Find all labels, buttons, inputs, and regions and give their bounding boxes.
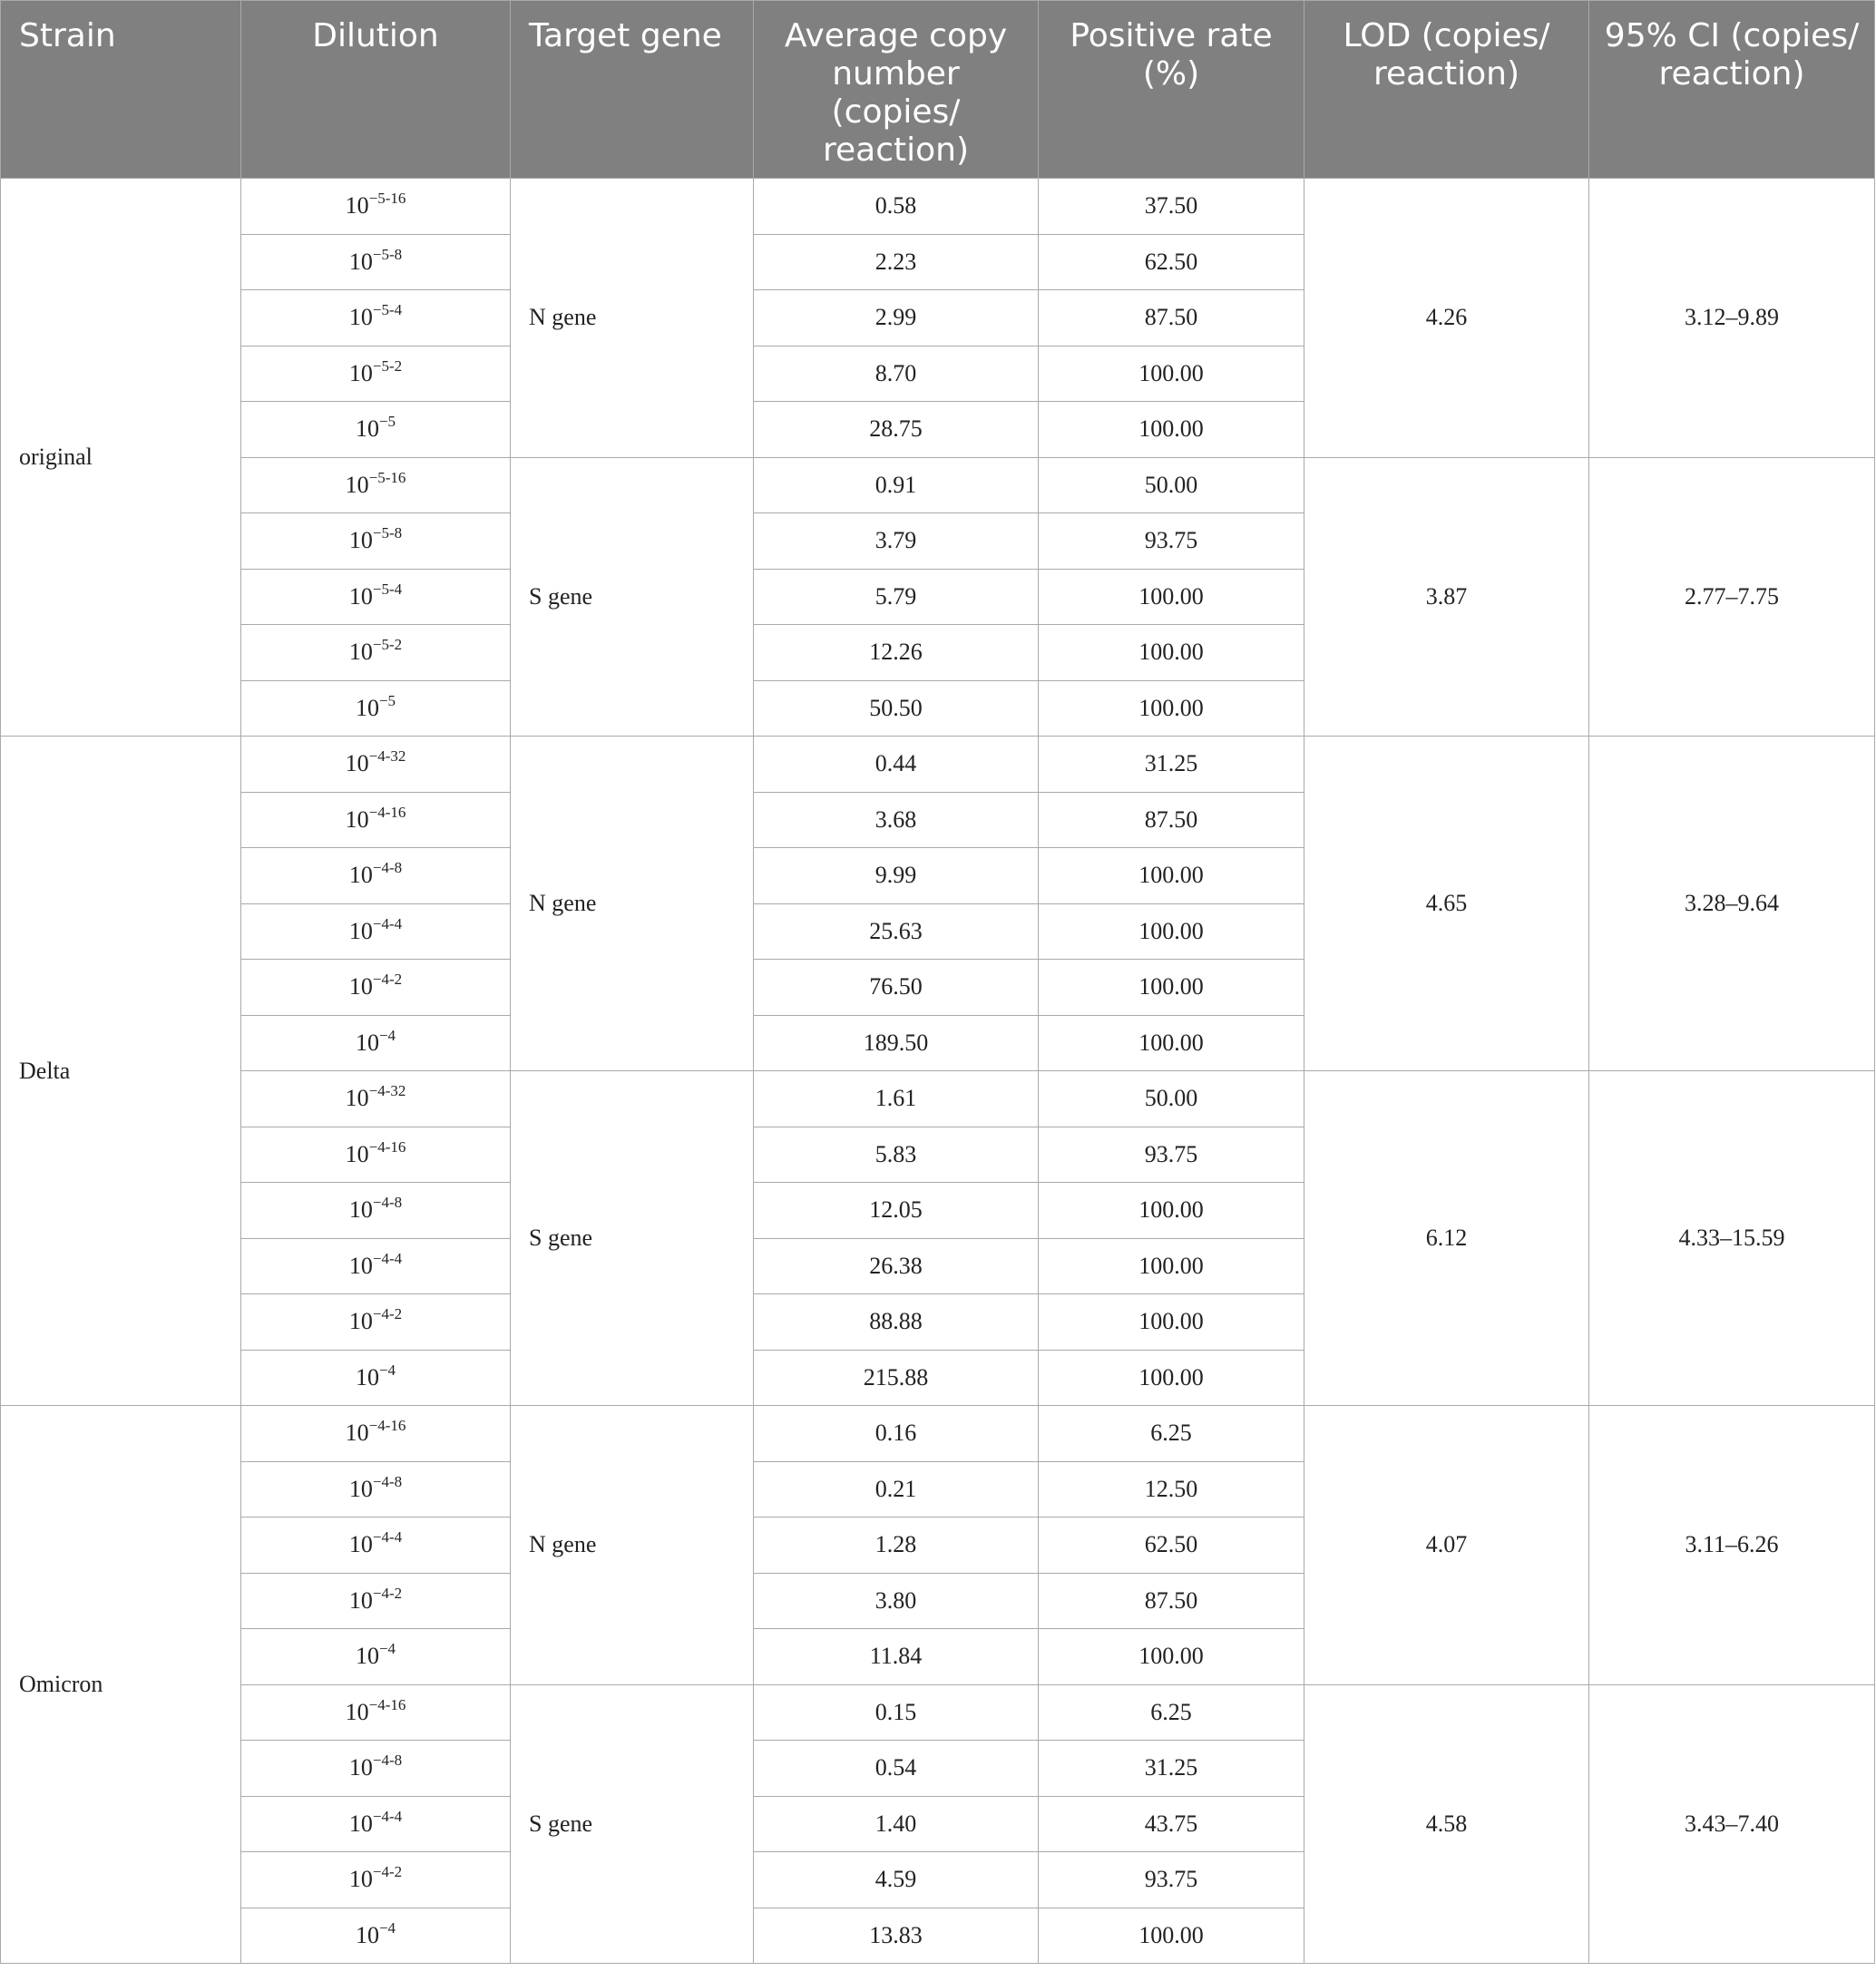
dilution-exponent: −4-4	[372, 914, 403, 932]
ci-cell: 3.12–9.89	[1589, 179, 1875, 458]
average-copy-cell: 0.44	[754, 737, 1039, 793]
dilution-cell	[241, 457, 511, 513]
dilution-exponent: −5-16	[368, 468, 406, 486]
strain-cell: Delta	[1, 737, 241, 1406]
dilution-cell	[241, 1908, 511, 1964]
dilution-base: 10	[348, 1196, 373, 1224]
strain-cell: Omicron	[1, 1406, 241, 1964]
average-copy-cell: 0.15	[754, 1684, 1039, 1741]
dilution-cell	[241, 569, 511, 625]
dilution-base: 10	[355, 1643, 379, 1670]
positive-rate-cell: 50.00	[1039, 1071, 1304, 1127]
dilution-exponent: −4	[378, 1026, 396, 1044]
average-copy-cell: 12.26	[754, 625, 1039, 681]
positive-rate-cell: 100.00	[1039, 1183, 1304, 1239]
dilution-exponent: −4-8	[372, 1194, 403, 1212]
positive-rate-cell: 100.00	[1039, 1294, 1304, 1351]
dilution-base: 10	[348, 973, 373, 1000]
positive-rate-cell: 100.00	[1039, 625, 1304, 681]
dilution-base: 10	[348, 1475, 373, 1502]
table-row	[1, 457, 1875, 513]
table-row	[1, 1071, 1875, 1127]
dilution-exponent: −4-4	[372, 1807, 403, 1825]
average-copy-cell: 1.28	[754, 1517, 1039, 1574]
header-target-gene: Target gene	[511, 1, 754, 179]
dilution-exponent: −5-4	[372, 301, 403, 319]
dilution-base: 10	[348, 1754, 373, 1781]
average-copy-cell: 88.88	[754, 1294, 1039, 1351]
dilution-base: 10	[348, 917, 373, 944]
average-copy-cell: 11.84	[754, 1629, 1039, 1685]
dilution-cell	[241, 513, 511, 570]
table-header	[1, 1, 1875, 179]
average-copy-cell: 1.61	[754, 1071, 1039, 1127]
dilution-exponent: −4-16	[368, 1695, 406, 1713]
dilution-exponent: −4	[378, 1361, 396, 1379]
lod-cell: 4.58	[1304, 1684, 1589, 1964]
average-copy-cell: 0.54	[754, 1741, 1039, 1797]
positive-rate-cell: 100.00	[1039, 569, 1304, 625]
dilution-exponent: −5	[378, 413, 396, 431]
positive-rate-cell: 100.00	[1039, 1350, 1304, 1406]
table-body	[1, 179, 1875, 1964]
dilution-exponent: −4-16	[368, 1137, 406, 1156]
dilution-cell	[241, 1015, 511, 1071]
positive-rate-cell: 100.00	[1039, 1629, 1304, 1685]
positive-rate-cell: 100.00	[1039, 960, 1304, 1016]
dilution-exponent: −4-8	[372, 1472, 403, 1490]
header-lod: LOD (copies/ reaction)	[1304, 1, 1589, 179]
lod-cell: 4.26	[1304, 179, 1589, 458]
dilution-base: 10	[348, 1586, 373, 1614]
positive-rate-cell: 62.50	[1039, 234, 1304, 290]
dilution-cell	[241, 1238, 511, 1294]
average-copy-cell: 4.59	[754, 1852, 1039, 1908]
dilution-exponent: −4-2	[372, 971, 403, 989]
dilution-exponent: −5-2	[372, 636, 403, 654]
dilution-cell	[241, 680, 511, 737]
positive-rate-cell: 100.00	[1039, 1015, 1304, 1071]
average-copy-cell: 2.23	[754, 234, 1039, 290]
table-row	[1, 1684, 1875, 1741]
table-row	[1, 1406, 1875, 1462]
dilution-base: 10	[345, 805, 369, 833]
positive-rate-cell: 100.00	[1039, 848, 1304, 904]
average-copy-cell: 5.79	[754, 569, 1039, 625]
dilution-exponent: −5-2	[372, 356, 403, 375]
dilution-cell	[241, 1573, 511, 1629]
average-copy-cell: 13.83	[754, 1908, 1039, 1964]
dilution-cell	[241, 1071, 511, 1127]
average-copy-cell: 3.80	[754, 1573, 1039, 1629]
dilution-base: 10	[345, 471, 369, 498]
target-gene-cell: S gene	[511, 1684, 754, 1964]
lod-cell: 4.07	[1304, 1406, 1589, 1685]
dilution-cell	[241, 1796, 511, 1852]
dilution-base: 10	[355, 694, 379, 721]
dilution-cell	[241, 1741, 511, 1797]
positive-rate-cell: 87.50	[1039, 290, 1304, 346]
dilution-base: 10	[348, 1308, 373, 1335]
average-copy-cell: 26.38	[754, 1238, 1039, 1294]
dilution-base: 10	[345, 1085, 369, 1112]
header-dilution: Dilution	[241, 1, 511, 179]
dilution-exponent: −5-16	[368, 190, 406, 208]
dilution-exponent: −4	[378, 1918, 396, 1937]
dilution-base: 10	[345, 1698, 369, 1725]
average-copy-cell: 28.75	[754, 402, 1039, 458]
ci-cell: 3.28–9.64	[1589, 737, 1875, 1071]
average-copy-cell: 0.58	[754, 179, 1039, 235]
ci-cell: 3.11–6.26	[1589, 1406, 1875, 1685]
dilution-base: 10	[345, 1140, 369, 1167]
average-copy-cell: 215.88	[754, 1350, 1039, 1406]
dilution-base: 10	[348, 639, 373, 666]
lod-cell: 3.87	[1304, 457, 1589, 737]
dilution-exponent: −4-2	[372, 1863, 403, 1881]
dilution-cell	[241, 1406, 511, 1462]
dilution-base: 10	[348, 527, 373, 554]
dilution-cell	[241, 1294, 511, 1351]
positive-rate-cell: 6.25	[1039, 1684, 1304, 1741]
dilution-base: 10	[345, 1420, 369, 1447]
dilution-cell	[241, 848, 511, 904]
dilution-cell	[241, 402, 511, 458]
header-row	[1, 1, 1875, 179]
target-gene-cell: N gene	[511, 1406, 754, 1685]
positive-rate-cell: 62.50	[1039, 1517, 1304, 1574]
dilution-exponent: −4-4	[372, 1249, 403, 1267]
target-gene-cell: S gene	[511, 457, 754, 737]
table-row	[1, 179, 1875, 235]
dilution-cell	[241, 625, 511, 681]
dilution-base: 10	[345, 192, 369, 220]
strain-cell: original	[1, 179, 241, 737]
dilution-base: 10	[355, 1921, 379, 1948]
average-copy-cell: 0.91	[754, 457, 1039, 513]
dilution-base: 10	[348, 1810, 373, 1837]
positive-rate-cell: 100.00	[1039, 346, 1304, 402]
dilution-cell	[241, 792, 511, 848]
dilution-cell	[241, 1852, 511, 1908]
average-copy-cell: 25.63	[754, 903, 1039, 960]
positive-rate-cell: 100.00	[1039, 903, 1304, 960]
positive-rate-cell: 37.50	[1039, 179, 1304, 235]
positive-rate-cell: 100.00	[1039, 1908, 1304, 1964]
positive-rate-cell: 93.75	[1039, 1852, 1304, 1908]
target-gene-cell: N gene	[511, 179, 754, 458]
lod-cell: 4.65	[1304, 737, 1589, 1071]
dilution-base: 10	[355, 415, 379, 443]
positive-rate-cell: 50.00	[1039, 457, 1304, 513]
average-copy-cell: 2.99	[754, 290, 1039, 346]
average-copy-cell: 189.50	[754, 1015, 1039, 1071]
average-copy-cell: 5.83	[754, 1127, 1039, 1183]
dilution-base: 10	[348, 862, 373, 889]
positive-rate-cell: 93.75	[1039, 1127, 1304, 1183]
ci-cell: 2.77–7.75	[1589, 457, 1875, 737]
dilution-cell	[241, 1461, 511, 1517]
header-strain: Strain	[1, 1, 241, 179]
average-copy-cell: 0.16	[754, 1406, 1039, 1462]
dilution-cell	[241, 1684, 511, 1741]
positive-rate-cell: 31.25	[1039, 737, 1304, 793]
ci-cell: 4.33–15.59	[1589, 1071, 1875, 1406]
average-copy-cell: 12.05	[754, 1183, 1039, 1239]
average-copy-cell: 9.99	[754, 848, 1039, 904]
dilution-exponent: −4-4	[372, 1528, 403, 1547]
dilution-exponent: −5-8	[372, 524, 403, 542]
dilution-cell	[241, 179, 511, 235]
positive-rate-cell: 12.50	[1039, 1461, 1304, 1517]
dilution-cell	[241, 960, 511, 1016]
target-gene-cell: S gene	[511, 1071, 754, 1406]
dilution-cell	[241, 903, 511, 960]
header-average-copy-number: Average copy number (copies/ reaction)	[754, 1, 1039, 179]
average-copy-cell: 3.79	[754, 513, 1039, 570]
average-copy-cell: 1.40	[754, 1796, 1039, 1852]
table-row	[1, 737, 1875, 793]
dilution-exponent: −4-8	[372, 1752, 403, 1770]
dilution-exponent: −4-2	[372, 1584, 403, 1602]
dilution-exponent: −4-32	[368, 1082, 406, 1100]
dilution-base: 10	[355, 1029, 379, 1056]
positive-rate-cell: 43.75	[1039, 1796, 1304, 1852]
dilution-cell	[241, 737, 511, 793]
dilution-exponent: −4	[378, 1640, 396, 1658]
dilution-exponent: −5-8	[372, 245, 403, 263]
dilution-exponent: −4-32	[368, 747, 406, 766]
dilution-base: 10	[348, 1531, 373, 1558]
dilution-base: 10	[348, 1866, 373, 1893]
dilution-base: 10	[355, 1363, 379, 1391]
dilution-cell	[241, 234, 511, 290]
dilution-exponent: −4-8	[372, 859, 403, 877]
dilution-cell	[241, 346, 511, 402]
dilution-base: 10	[348, 359, 373, 386]
header-positive-rate: Positive rate (%)	[1039, 1, 1304, 179]
positive-rate-cell: 6.25	[1039, 1406, 1304, 1462]
target-gene-cell: N gene	[511, 737, 754, 1071]
positive-rate-cell: 100.00	[1039, 680, 1304, 737]
positive-rate-cell: 100.00	[1039, 402, 1304, 458]
average-copy-cell: 50.50	[754, 680, 1039, 737]
positive-rate-cell: 100.00	[1039, 1238, 1304, 1294]
dilution-cell	[241, 290, 511, 346]
average-copy-cell: 8.70	[754, 346, 1039, 402]
header-95-ci: 95% CI (copies/ reaction)	[1589, 1, 1875, 179]
dilution-cell	[241, 1350, 511, 1406]
dilution-exponent: −4-16	[368, 1417, 406, 1435]
average-copy-cell: 0.21	[754, 1461, 1039, 1517]
average-copy-cell: 3.68	[754, 792, 1039, 848]
dilution-exponent: −5-4	[372, 580, 403, 598]
dilution-base: 10	[348, 248, 373, 275]
dilution-base: 10	[348, 582, 373, 610]
ci-cell: 3.43–7.40	[1589, 1684, 1875, 1964]
dilution-cell	[241, 1517, 511, 1574]
dilution-exponent: −5	[378, 691, 396, 709]
dilution-cell	[241, 1127, 511, 1183]
dilution-exponent: −4-2	[372, 1305, 403, 1323]
positive-rate-cell: 87.50	[1039, 1573, 1304, 1629]
positive-rate-cell: 87.50	[1039, 792, 1304, 848]
dilution-cell	[241, 1183, 511, 1239]
lod-cell: 6.12	[1304, 1071, 1589, 1406]
dilution-cell	[241, 1629, 511, 1685]
average-copy-cell: 76.50	[754, 960, 1039, 1016]
positive-rate-cell: 31.25	[1039, 1741, 1304, 1797]
dilution-base: 10	[345, 750, 369, 777]
positive-rate-cell: 93.75	[1039, 513, 1304, 570]
dilution-base: 10	[348, 304, 373, 331]
dilution-base: 10	[348, 1252, 373, 1279]
dilution-exponent: −4-16	[368, 803, 406, 821]
